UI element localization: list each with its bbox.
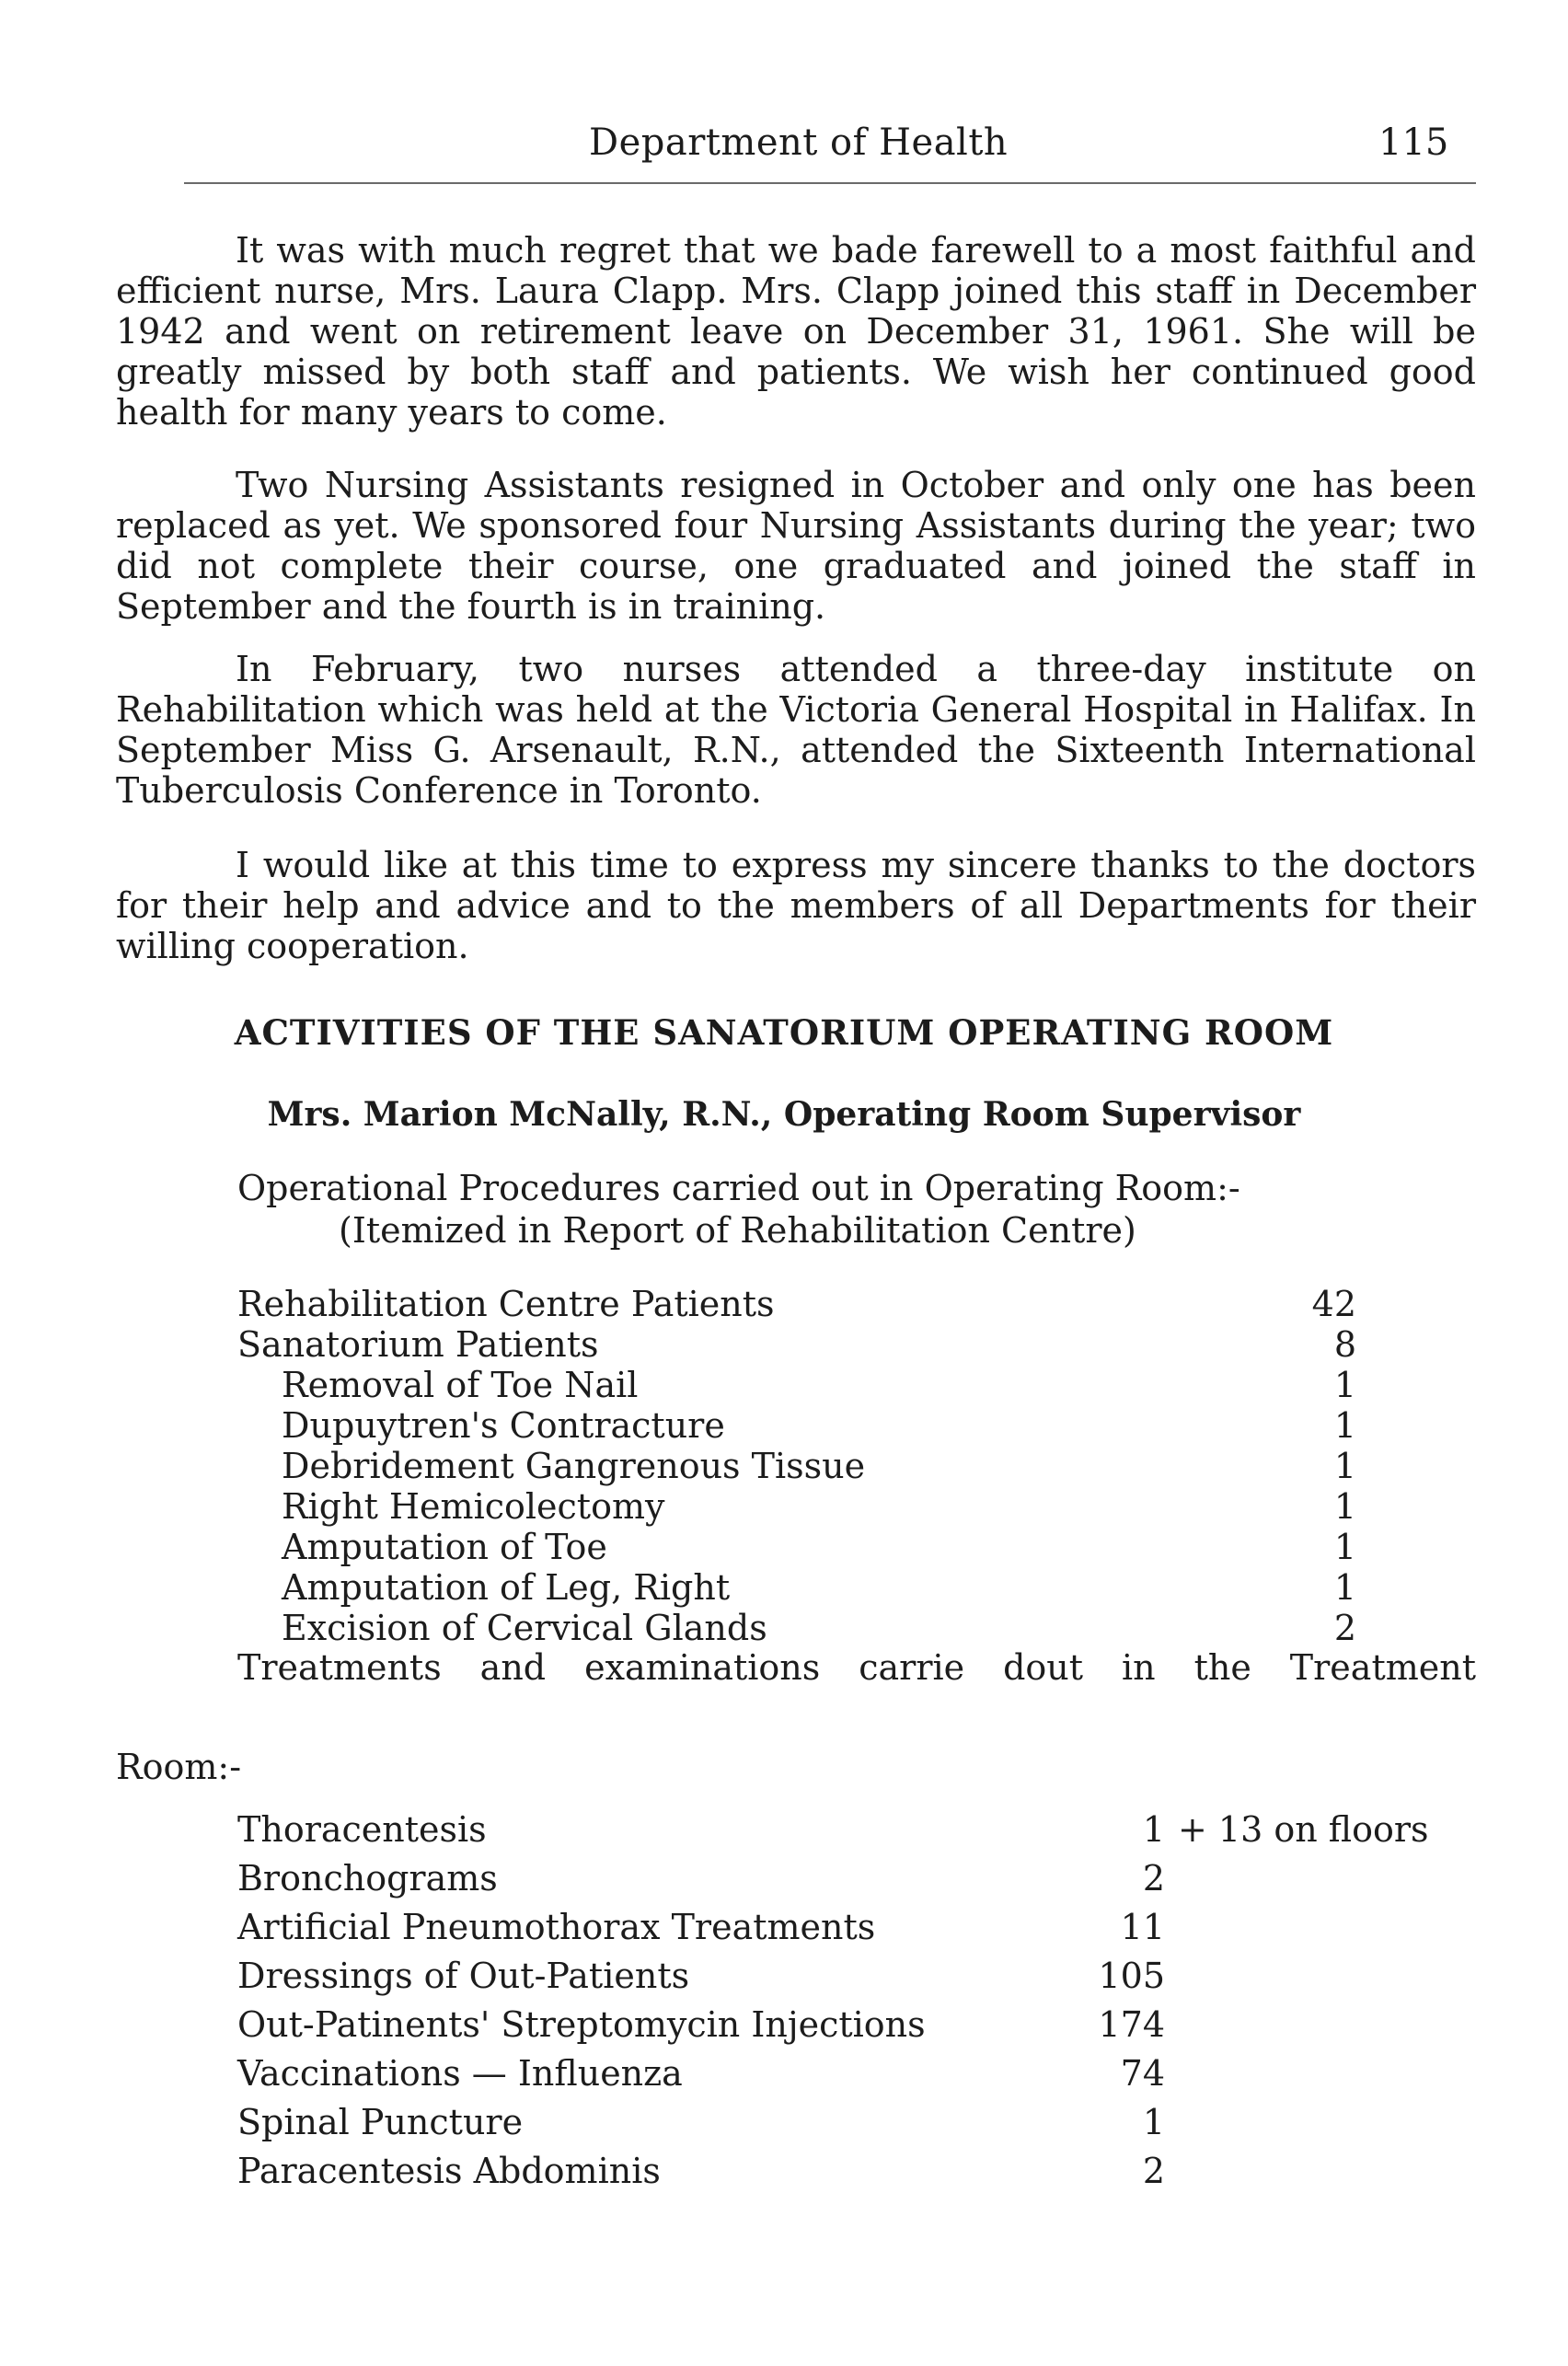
list-item — [237, 1486, 1356, 1527]
treatment-label: Thoracentesis — [237, 1809, 487, 1850]
list-item — [237, 1324, 1356, 1365]
paragraph-nursing-assistants: Two Nursing Assistants resigned in October and only one has been replaced as yet. We sponsored four Nursing Assistants during the year; two did not complete their course, one graduated and joined the staff in September and the fourth is in training. — [116, 465, 1476, 627]
list-item — [237, 2151, 1476, 2199]
procedure-label: Excision of Cervical Glands — [282, 1608, 767, 1648]
operations-intro — [237, 1167, 1240, 1252]
list-item — [237, 2053, 1476, 2102]
treatment-count: 2 — [1142, 1858, 1165, 1899]
treatment-count: 2 — [1142, 2151, 1165, 2191]
treatment-count: 11 — [1120, 1907, 1165, 1947]
treatment-count: 174 — [1098, 2004, 1165, 2045]
paragraph-conferences: In February, two nurses attended a three-day institute on Rehabilitation which was held at the Victoria General Hospital in Halifax. In September Miss G. Arsenault, R.N., attended the Sixteenth International Tuberculosis Conference in Toronto. — [116, 649, 1476, 811]
procedure-count: 42 — [1311, 1284, 1356, 1324]
page-number: 115 — [1378, 121, 1449, 164]
procedure-count: 1 — [1333, 1365, 1356, 1405]
list-item — [237, 2004, 1476, 2053]
operating-room-list — [237, 1284, 1356, 1648]
procedure-count: 1 — [1333, 1527, 1356, 1567]
treatment-label: Spinal Puncture — [237, 2102, 524, 2142]
procedure-count: 1 — [1333, 1405, 1356, 1446]
list-item — [237, 1907, 1476, 1956]
list-item — [237, 2102, 1476, 2151]
treatment-room-label: Room:- — [116, 1747, 242, 1787]
operations-intro-line1: Operational Procedures carried out in Operating Room:- — [237, 1168, 1240, 1208]
procedure-label: Removal of Toe Nail — [282, 1365, 639, 1405]
list-item — [237, 1405, 1356, 1446]
procedure-count: 2 — [1333, 1608, 1356, 1648]
list-item — [237, 1284, 1356, 1324]
list-item — [237, 1608, 1356, 1648]
treatment-label: Out-Patinents' Streptomycin Injections — [237, 2004, 926, 2045]
procedure-count: 1 — [1333, 1486, 1356, 1527]
operations-intro-line2: (Itemized in Report of Rehabilitation Centre) — [339, 1210, 1136, 1251]
list-item — [237, 1567, 1356, 1608]
treatment-room-intro: Treatments and examinations carrie dout in the Treatment — [237, 1647, 1476, 1688]
procedure-count: 1 — [1333, 1446, 1356, 1486]
list-item — [237, 1809, 1476, 1858]
treatment-room-list — [237, 1809, 1476, 2199]
paragraph-thanks: I would like at this time to express my sincere thanks to the doctors for their help and advice and to the members of all Departments for their willing cooperation. — [116, 845, 1476, 966]
procedure-label: Rehabilitation Centre Patients — [237, 1284, 775, 1324]
treatment-label: Dressings of Out-Patients — [237, 1956, 690, 1996]
procedure-label: Sanatorium Patients — [237, 1324, 599, 1365]
section-title: ACTIVITIES OF THE SANATORIUM OPERATING ROOM — [234, 1012, 1334, 1053]
section-subtitle: Mrs. Marion McNally, R.N., Operating Room Supervisor — [267, 1095, 1301, 1134]
treatment-label: Paracentesis Abdominis — [237, 2151, 661, 2191]
procedure-label: Debridement Gangrenous Tissue — [282, 1446, 866, 1486]
procedure-count: 1 — [1333, 1567, 1356, 1608]
procedure-label: Amputation of Toe — [282, 1527, 607, 1567]
list-item — [237, 1858, 1476, 1907]
procedure-label: Dupuytren's Contracture — [282, 1405, 725, 1446]
treatment-count: 1 — [1142, 2102, 1165, 2142]
list-item — [237, 1956, 1476, 2004]
running-header-title: Department of Health — [589, 121, 1009, 164]
list-item — [237, 1446, 1356, 1486]
procedure-label: Amputation of Leg, Right — [282, 1567, 731, 1608]
procedure-count: 8 — [1333, 1324, 1356, 1365]
paragraph-farewell: It was with much regret that we bade farewell to a most faithful and efficient nurse, Mrs. Laura Clapp. Mrs. Clapp joined this staff in December 1942 and went on retirement leave on December 31, 1961. She will be greatly missed by both staff and patients. We wish her continued good health for many years to come. — [116, 230, 1476, 433]
list-item — [237, 1527, 1356, 1567]
treatment-label: Vaccinations — Influenza — [237, 2053, 683, 2094]
treatment-label: Artificial Pneumothorax Treatments — [237, 1907, 876, 1947]
treatment-count: 74 — [1120, 2053, 1165, 2094]
list-item — [237, 1365, 1356, 1405]
treatment-count: 1 — [1142, 1809, 1165, 1850]
header-divider — [184, 182, 1476, 184]
procedure-label: Right Hemicolectomy — [282, 1486, 665, 1527]
treatment-label: Bronchograms — [237, 1858, 498, 1899]
treatment-note: + 13 on floors — [1178, 1809, 1429, 1850]
treatment-count: 105 — [1098, 1956, 1165, 1996]
